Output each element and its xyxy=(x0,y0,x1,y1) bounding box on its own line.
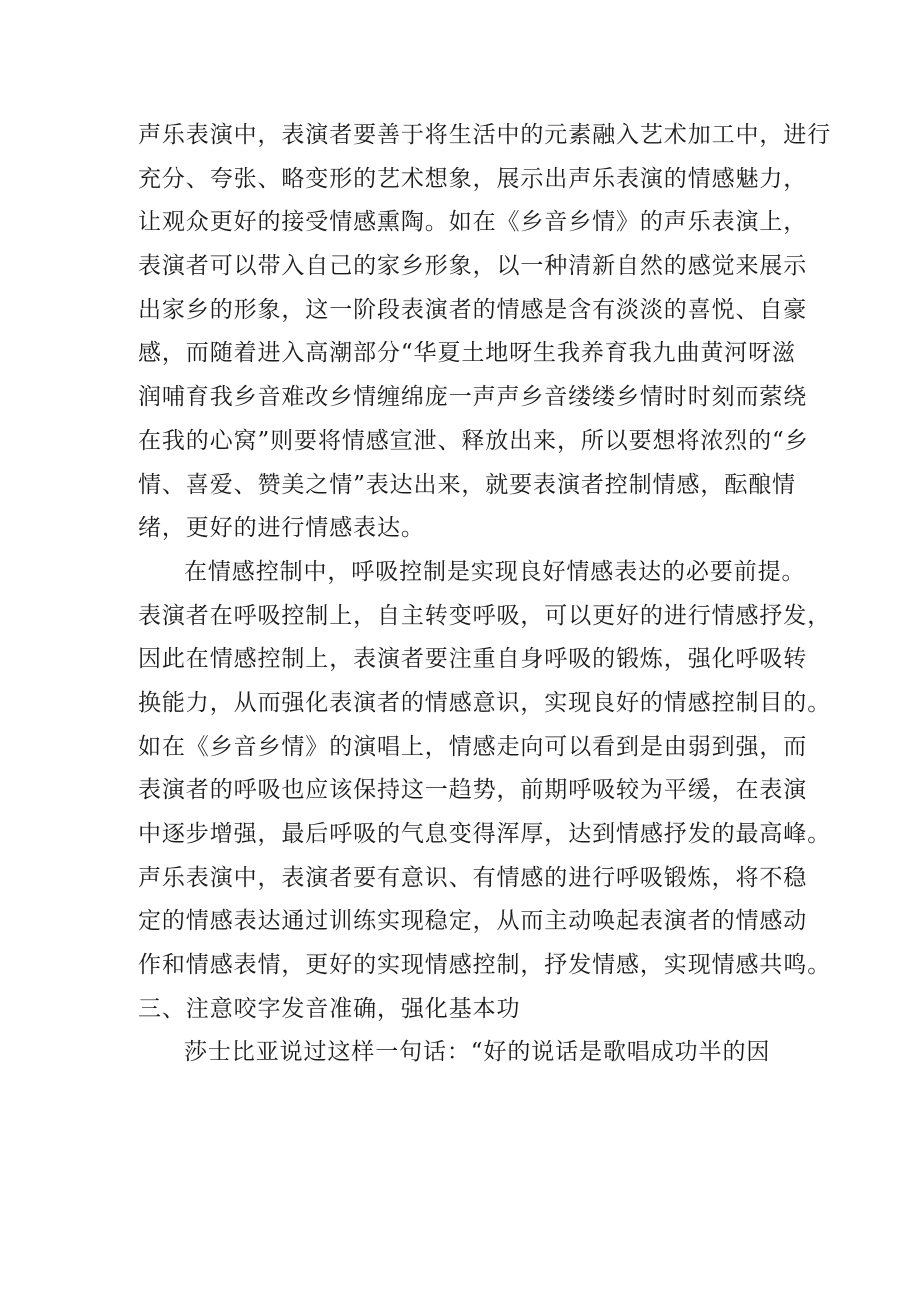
text-line-11: 在情感控制中，呼吸控制是实现良好情感表达的必要前提。 xyxy=(184,558,806,585)
text-line-10: 绪，更好的进行情感表达。 xyxy=(138,515,425,542)
text-line-19: 定的情感表达通过训练实现稳定，从而主动唤起表演者的情感动 xyxy=(138,908,808,935)
text-line-2: 充分、夸张、略变形的艺术想象，展示出声乐表演的情感魅力， xyxy=(138,165,808,192)
text-line-3: 让观众更好的接受情感熏陶。如在《乡音乡情》的声乐表演上， xyxy=(138,209,808,236)
text-line-8: 在我的心窝”则要将情感宣泄、释放出来，所以要想将浓烈的“乡 xyxy=(138,427,809,454)
text-line-12: 表演者在呼吸控制上，自主转变呼吸，可以更好的进行情感抒发， xyxy=(138,602,832,629)
text-line-22: 莎士比亚说过这样一句话：“好的说话是歌唱成功半的因 xyxy=(184,1039,771,1066)
text-line-14: 换能力，从而强化表演者的情感意识，实现良好的情感控制目的。 xyxy=(138,689,832,716)
text-line-6: 感，而随着进入高潮部分“华夏土地呀生我养育我九曲黄河呀滋 xyxy=(138,340,796,367)
text-line-9: 情、喜爱、赞美之情”表达出来，就要表演者控制情感，酝酿情 xyxy=(138,471,796,498)
text-line-4: 表演者可以带入自己的家乡形象，以一种清新自然的感觉来展示 xyxy=(138,253,808,280)
text-line-16: 表演者的呼吸也应该保持这一趋势，前期呼吸较为平缓，在表演 xyxy=(138,777,808,804)
text-line-7: 润哺育我乡音难改乡情缠绵庞一声声乡音缕缕乡情时时刻而萦绕 xyxy=(138,384,808,411)
text-line-15: 如在《乡音乡情》的演唱上，情感走向可以看到是由弱到强，而 xyxy=(138,733,808,760)
text-line-20: 作和情感表情，更好的实现情感控制，抒发情感，实现情感共鸣。 xyxy=(138,952,832,979)
body-text xyxy=(138,114,832,1075)
section-heading: 三、注意咬字发音准确，强化基本功 xyxy=(138,995,521,1022)
text-line-17: 中逐步增强，最后呼吸的气息变得浑厚，达到情感抒发的最高峰。 xyxy=(138,821,832,847)
text-line-1: 声乐表演中，表演者要善于将生活中的元素融入艺术加工中，进行 xyxy=(138,122,832,148)
text-line-18: 声乐表演中，表演者要有意识、有情感的进行呼吸锻炼，将不稳 xyxy=(138,864,808,891)
text-line-13: 因此在情感控制上，表演者要注重自身呼吸的锻炼，强化呼吸转 xyxy=(138,646,808,673)
text-line-5: 出家乡的形象，这一阶段表演者的情感是含有淡淡的喜悦、自豪 xyxy=(138,296,808,323)
